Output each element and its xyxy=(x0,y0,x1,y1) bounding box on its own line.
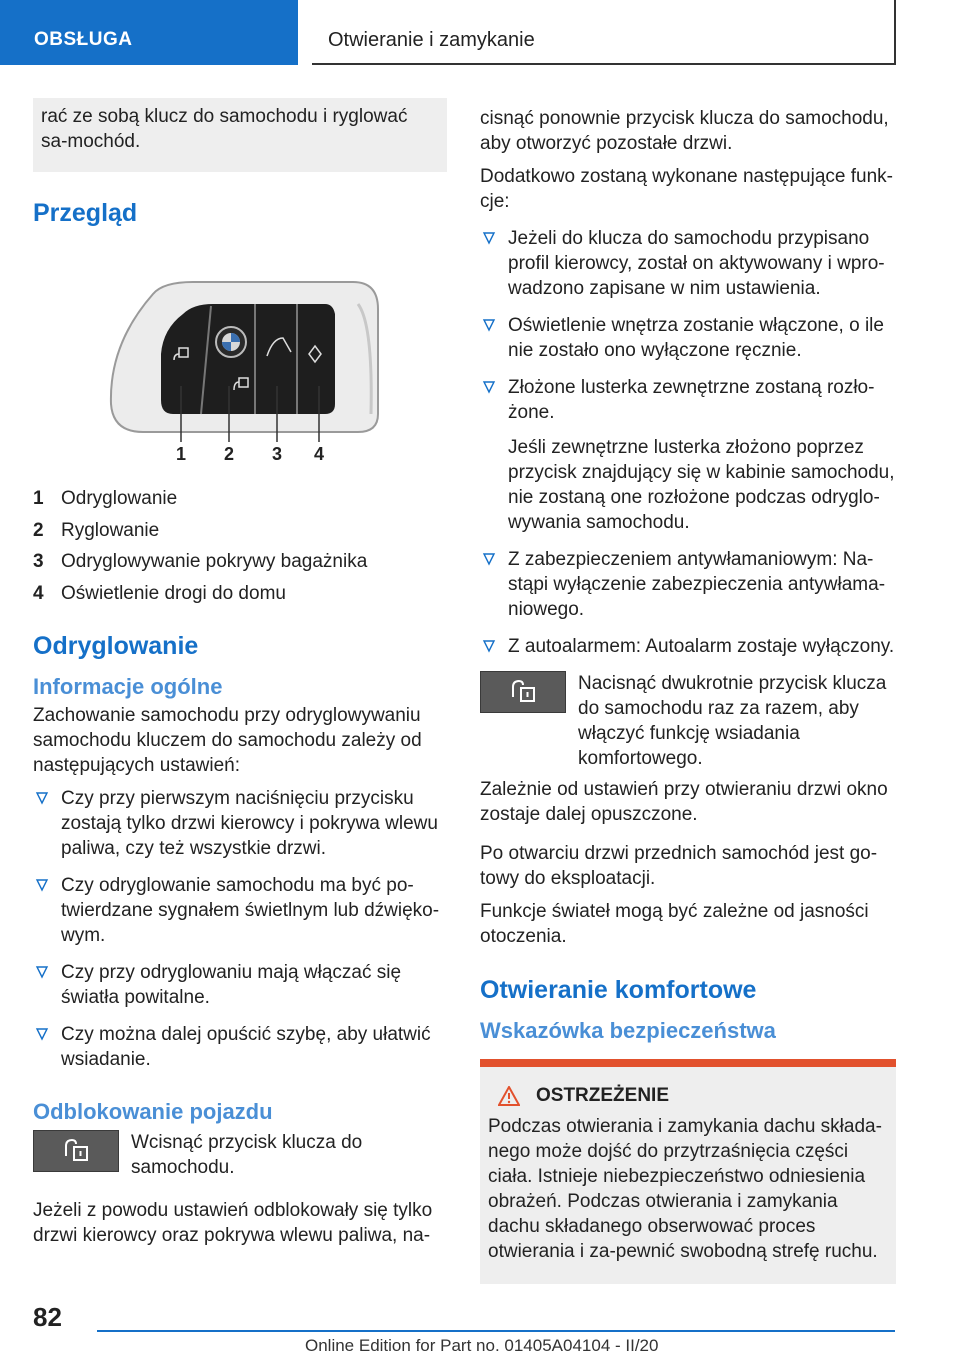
callout-3: 3 xyxy=(271,444,283,464)
legend-label: Odryglowanie xyxy=(61,488,178,510)
legend-number: 2 xyxy=(33,519,44,541)
list-item xyxy=(480,375,896,535)
right-column xyxy=(480,98,896,1284)
list-item-text: Czy odryglowanie samochodu ma być po-twierdzane sygnałem świetlnym lub dźwięko-wym. xyxy=(61,875,440,946)
list-item-text: Oświetlenie wnętrza zostanie włączone, o ile nie zostało ono wyłączone ręcznie. xyxy=(508,315,884,361)
list-item xyxy=(480,313,896,363)
footer-edition: Online Edition for Part no. 01405A04104 - II/20 xyxy=(305,1336,659,1355)
lights-text: Funkcje świateł mogą być zależne od jasności otoczenia. xyxy=(480,901,869,947)
triangle-bullet-icon xyxy=(482,549,496,569)
general-text: Zachowanie samochodu przy odryglowywaniu samochodu kluczem do samochodu zależy od następujących ustawień: xyxy=(33,705,422,776)
triangle-bullet-icon xyxy=(35,962,49,982)
window-text: Zależnie od ustawień przy otwieraniu drzwi okno zostaje dalej opuszczone. xyxy=(480,779,888,825)
list-item xyxy=(33,1022,447,1072)
list-item-text: Czy przy pierwszym naciśnięciu przycisku zostają tylko drzwi kierowcy i pokrywa wlewu paliwa, czy też wszystkie drzwi. xyxy=(61,788,438,859)
warning-title: OSTRZEŻENIE xyxy=(536,1085,670,1106)
double-press-instruction xyxy=(480,671,896,771)
list-item-text: Czy przy odryglowaniu mają włączać się światła powitalne. xyxy=(61,962,402,1008)
triangle-bullet-icon xyxy=(35,875,49,895)
list-item-text: Z autoalarmem: Autoalarm zostaje wyłączony. xyxy=(508,636,895,657)
general-heading: Informacje ogólne xyxy=(33,674,223,699)
legend-item xyxy=(33,546,447,578)
unlock-instruction xyxy=(33,1130,447,1180)
legend-item xyxy=(33,515,447,547)
list-item-subtext: Jeśli zewnętrzne lusterka złożono poprzez przycisk znajdujący się w kabinie samochodu, nie zostaną one rozłożone podczas odryglo-wywania samochodu. xyxy=(508,437,895,533)
chapter-title: Otwieranie i zamykanie xyxy=(328,29,535,51)
chapter-tab xyxy=(312,0,896,65)
callout-1: 1 xyxy=(175,444,187,464)
triangle-bullet-icon xyxy=(482,315,496,335)
comfort-heading: Otwieranie komfortowe xyxy=(480,976,757,1004)
intro-box xyxy=(33,98,447,172)
functions-bullet-list xyxy=(480,226,896,659)
warning-icon xyxy=(498,1086,520,1106)
list-item-text: Jeżeli do klucza do samochodu przypisano profil kierowcy, został on aktywowany i wpro-wadzono zapisane w nim ustawienia. xyxy=(508,228,885,299)
overview-heading: Przegląd xyxy=(33,199,138,227)
unlock-key-icon xyxy=(33,1130,119,1172)
section-title: OBSŁUGA xyxy=(34,29,133,50)
key-fob-figure xyxy=(33,264,447,464)
general-bullet-list xyxy=(33,786,447,1072)
list-item xyxy=(480,634,896,659)
list-item-text: Z zabezpieczeniem antywłamaniowym: Na-stąpi wyłączenie zabezpieczenia antywłama-niowego. xyxy=(508,549,886,620)
list-item xyxy=(33,786,447,861)
intro-text: rać ze sobą klucz do samochodu i ryglować sa-mochód. xyxy=(41,106,408,152)
unlock-heading: Odryglowanie xyxy=(33,632,199,660)
bottom-text: Jeżeli z powodu ustawień odblokowały się tylko drzwi kierowcy oraz pokrywa wlewu paliwa, na- xyxy=(33,1200,433,1246)
triangle-bullet-icon xyxy=(482,228,496,248)
warning-text: Podczas otwierania i zamykania dachu składa-nego może dojść do przytrzaśnięcia części ciała. Istnieje niebezpieczeństwo odniesienia obrażeń. Podczas otwierania i zamykania dachu składanego obserwować proces otwierania i za-pewnić swobodną strefę ruchu. xyxy=(488,1116,882,1262)
section-tab xyxy=(0,0,298,65)
legend-label: Oświetlenie drogi do domu xyxy=(61,582,286,604)
list-item xyxy=(480,226,896,301)
legend-number: 3 xyxy=(33,551,44,573)
list-item xyxy=(33,960,447,1010)
triangle-bullet-icon xyxy=(482,636,496,656)
list-item-text: Czy można dalej opuścić szybę, aby ułatwić wsiadanie. xyxy=(61,1024,431,1070)
triangle-bullet-icon xyxy=(482,377,496,397)
ready-text: Po otwarciu drzwi przednich samochód jest go-towy do eksploatacji. xyxy=(480,843,878,889)
callout-2: 2 xyxy=(223,444,235,464)
figure-legend xyxy=(33,483,447,609)
legend-label: Odryglowywanie pokrywy bagażnika xyxy=(61,551,368,573)
callout-4: 4 xyxy=(313,444,325,464)
left-column xyxy=(33,98,447,1256)
triangle-bullet-icon xyxy=(35,1024,49,1044)
legend-label: Ryglowanie xyxy=(61,519,160,541)
warning-box xyxy=(480,1059,896,1284)
top-text: cisnąć ponownie przycisk klucza do samochodu, aby otworzyć pozostałe drzwi. xyxy=(480,108,889,154)
legend-number: 1 xyxy=(33,488,44,510)
list-item xyxy=(480,547,896,622)
page-number: 82 xyxy=(33,1302,62,1332)
triangle-bullet-icon xyxy=(35,788,49,808)
warning-header xyxy=(498,1083,888,1108)
safety-heading: Wskazówka bezpieczeństwa xyxy=(480,1018,776,1043)
legend-number: 4 xyxy=(33,582,44,604)
list-item xyxy=(33,873,447,948)
double-press-text: Nacisnąć dwukrotnie przycisk klucza do samochodu raz za razem, aby włączyć funkcję wsiadania komfortowego. xyxy=(578,673,887,769)
legend-item xyxy=(33,578,447,610)
list-item-text: Złożone lusterka zewnętrzne zostaną rozło-żone. xyxy=(508,377,875,423)
legend-item xyxy=(33,483,447,515)
extra-functions-text: Dodatkowo zostaną wykonane następujące funk-cje: xyxy=(480,166,893,212)
unlock-vehicle-heading: Odblokowanie pojazdu xyxy=(33,1099,273,1124)
press-key-text: Wcisnąć przycisk klucza do samochodu. xyxy=(131,1132,363,1178)
unlock-key-icon xyxy=(480,671,566,713)
footer-divider xyxy=(97,1330,895,1332)
